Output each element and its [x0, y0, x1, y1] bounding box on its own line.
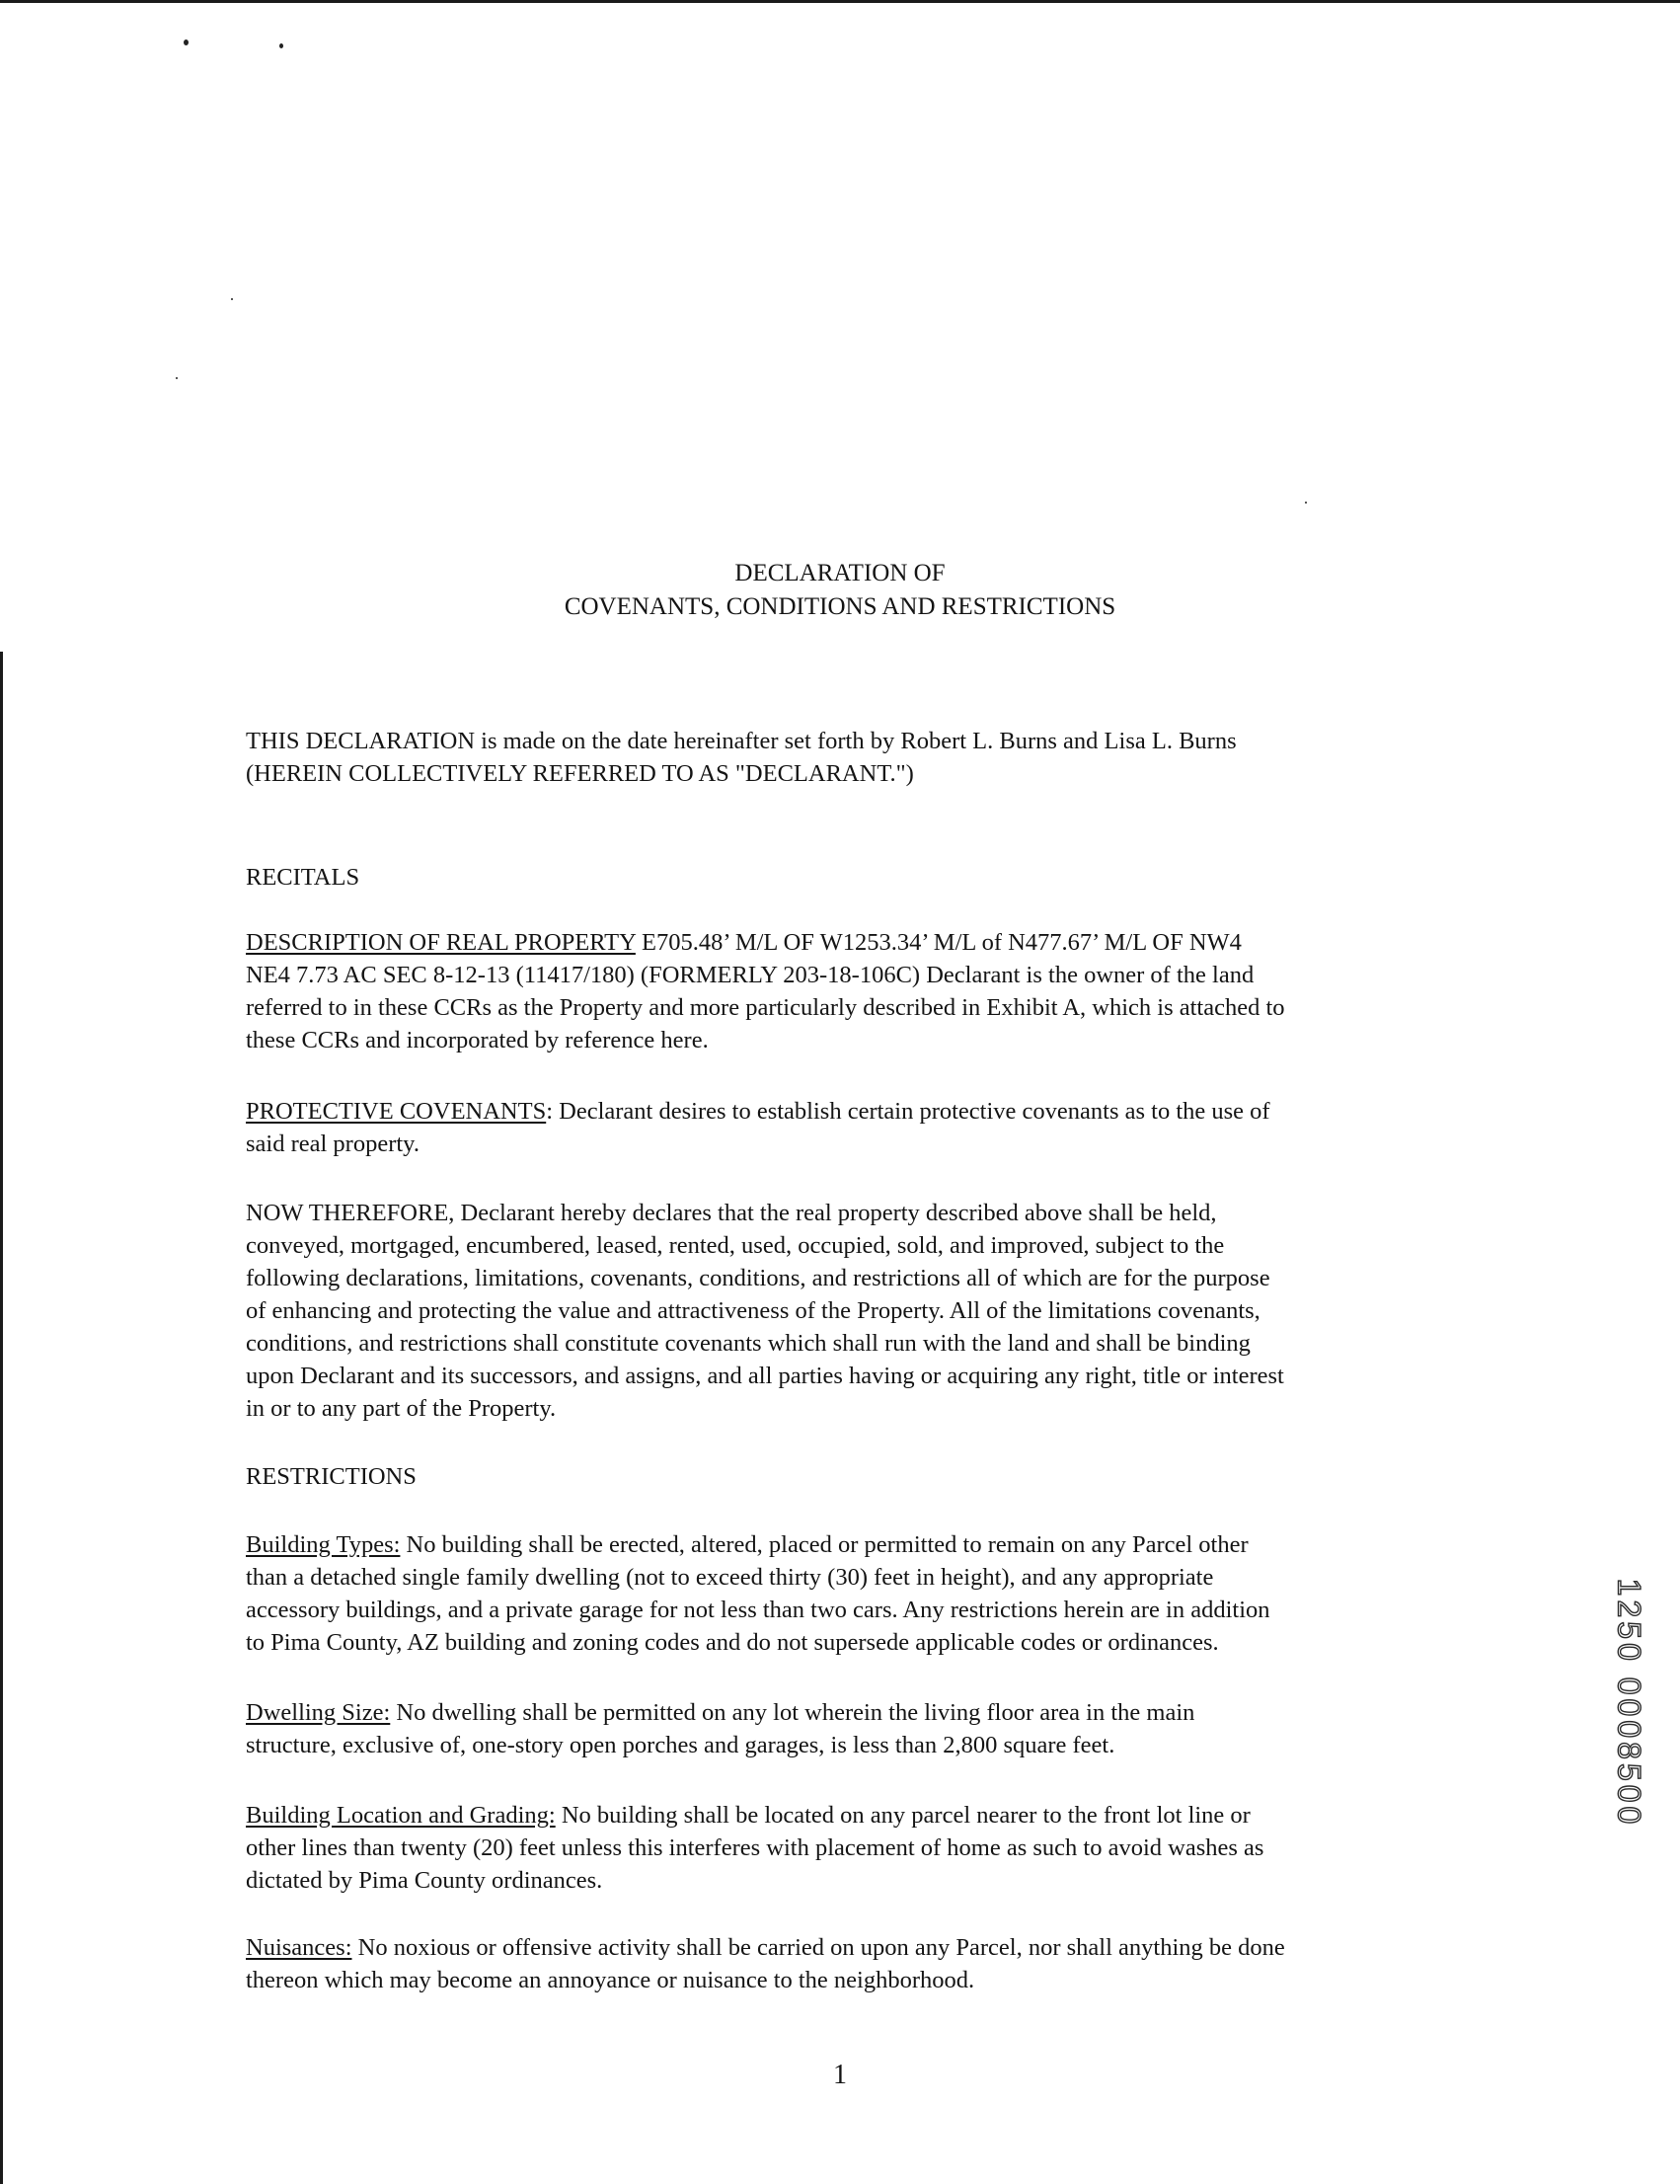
nuisances-line-1 — [246, 1931, 1432, 1964]
building-types-text: No building shall be erected, altered, placed or permitted to remain on any Parcel other — [400, 1531, 1249, 1558]
description-text: E705.48’ M/L OF W1253.34’ M/L of N477.67’ M/L OF NW4 — [635, 929, 1242, 956]
nuisances-label: Nuisances: — [246, 1934, 352, 1961]
now-therefore-line: NOW THEREFORE, Declarant hereby declares that the real property described above shall be held, — [246, 1200, 1217, 1226]
scan-speck — [184, 39, 189, 45]
description-line-3: referred to in these CCRs as the Property and more particularly described in Exhibit A, which is attached to — [246, 994, 1285, 1021]
building-types-label: Building Types: — [246, 1531, 401, 1558]
building-types-line-1 — [246, 1528, 1432, 1561]
dwelling-size-line-2: structure, exclusive of, one-story open porches and garages, is less than 2,800 square feet. — [246, 1732, 1115, 1758]
recording-stamp-number: 1250 0008500 — [1611, 1578, 1647, 1829]
now-therefore-line: of enhancing and protecting the value and attractiveness of the Property. All of the limitations covenants, — [246, 1297, 1260, 1324]
recording-stamp — [1604, 1578, 1653, 1829]
page-number: 1 — [833, 2060, 847, 2090]
protective-text: : Declarant desires to establish certain protective covenants as to the use of — [546, 1098, 1270, 1125]
nuisances-text: No noxious or offensive activity shall be carried on upon any Parcel, nor shall anything be done — [351, 1934, 1285, 1961]
nuisances-paragraph — [246, 1931, 1432, 1996]
building-location-text: No building shall be located on any parcel nearer to the front lot line or — [555, 1802, 1251, 1829]
building-location-paragraph — [246, 1799, 1432, 1897]
protective-label: PROTECTIVE COVENANTS — [246, 1098, 547, 1125]
description-line-4: these CCRs and incorporated by reference here. — [246, 1027, 709, 1053]
protective-line-1 — [246, 1095, 1432, 1128]
dwelling-size-text: No dwelling shall be permitted on any lot wherein the living floor area in the main — [390, 1699, 1195, 1726]
description-label: DESCRIPTION OF REAL PROPERTY — [246, 929, 636, 956]
now-therefore-paragraph — [246, 1197, 1432, 1425]
intro-line-2: (HEREIN COLLECTIVELY REFERRED TO AS "DECLARANT.") — [246, 760, 914, 787]
now-therefore-line: conveyed, mortgaged, encumbered, leased, rented, used, occupied, sold, and improved, subject to the — [246, 1232, 1225, 1259]
scan-speck — [176, 377, 178, 379]
nuisances-line-2: thereon which may become an annoyance or nuisance to the neighborhood. — [246, 1967, 975, 1993]
title-line-2: COVENANTS, CONDITIONS AND RESTRICTIONS — [564, 593, 1116, 620]
scan-speck — [231, 298, 233, 300]
now-therefore-line: in or to any part of the Property. — [246, 1395, 557, 1422]
description-paragraph — [246, 926, 1432, 1056]
building-types-line-3: accessory buildings, and a private garage for not less than two cars. Any restrictions herein are in addition — [246, 1597, 1270, 1623]
description-line-2: NE4 7.73 AC SEC 8-12-13 (11417/180) (FORMERLY 203-18-106C) Declarant is the owner of the land — [246, 962, 1255, 988]
dwelling-size-paragraph — [246, 1696, 1432, 1761]
building-location-line-1 — [246, 1799, 1432, 1832]
protective-covenants-paragraph — [246, 1095, 1432, 1160]
scan-edge-top — [0, 0, 1680, 3]
building-location-line-3: dictated by Pima County ordinances. — [246, 1867, 603, 1894]
now-therefore-line: following declarations, limitations, covenants, conditions, and restrictions all of which are for the purpose — [246, 1265, 1270, 1291]
dwelling-size-label: Dwelling Size: — [246, 1699, 391, 1726]
now-therefore-line: upon Declarant and its successors, and assigns, and all parties having or acquiring any right, title or interest — [246, 1363, 1284, 1389]
restrictions-heading: RESTRICTIONS — [246, 1463, 417, 1490]
intro-paragraph — [246, 725, 1432, 790]
building-types-line-4: to Pima County, AZ building and zoning codes and do not supersede applicable codes or ordinances. — [246, 1629, 1219, 1656]
recitals-heading: RECITALS — [246, 864, 360, 891]
title-line-1: DECLARATION OF — [734, 560, 946, 586]
building-location-label: Building Location and Grading: — [246, 1802, 556, 1829]
now-therefore-line: conditions, and restrictions shall constitute covenants which shall run with the land and shall be binding — [246, 1330, 1251, 1357]
scan-edge-left — [0, 652, 3, 2184]
scan-speck — [279, 43, 283, 48]
document-title — [0, 557, 1680, 624]
dwelling-size-line-1 — [246, 1696, 1432, 1729]
building-types-line-2: than a detached single family dwelling (not to exceed thirty (30) feet in height), and any appropriate — [246, 1564, 1214, 1591]
building-types-paragraph — [246, 1528, 1432, 1659]
building-location-line-2: other lines than twenty (20) feet unless this interferes with placement of home as such to avoid washes as — [246, 1834, 1264, 1861]
protective-line-2: said real property. — [246, 1131, 420, 1157]
intro-line-1: THIS DECLARATION is made on the date hereinafter set forth by Robert L. Burns and Lisa L. Burns — [246, 728, 1237, 754]
description-line-1 — [246, 926, 1432, 959]
scan-speck — [1305, 502, 1307, 504]
